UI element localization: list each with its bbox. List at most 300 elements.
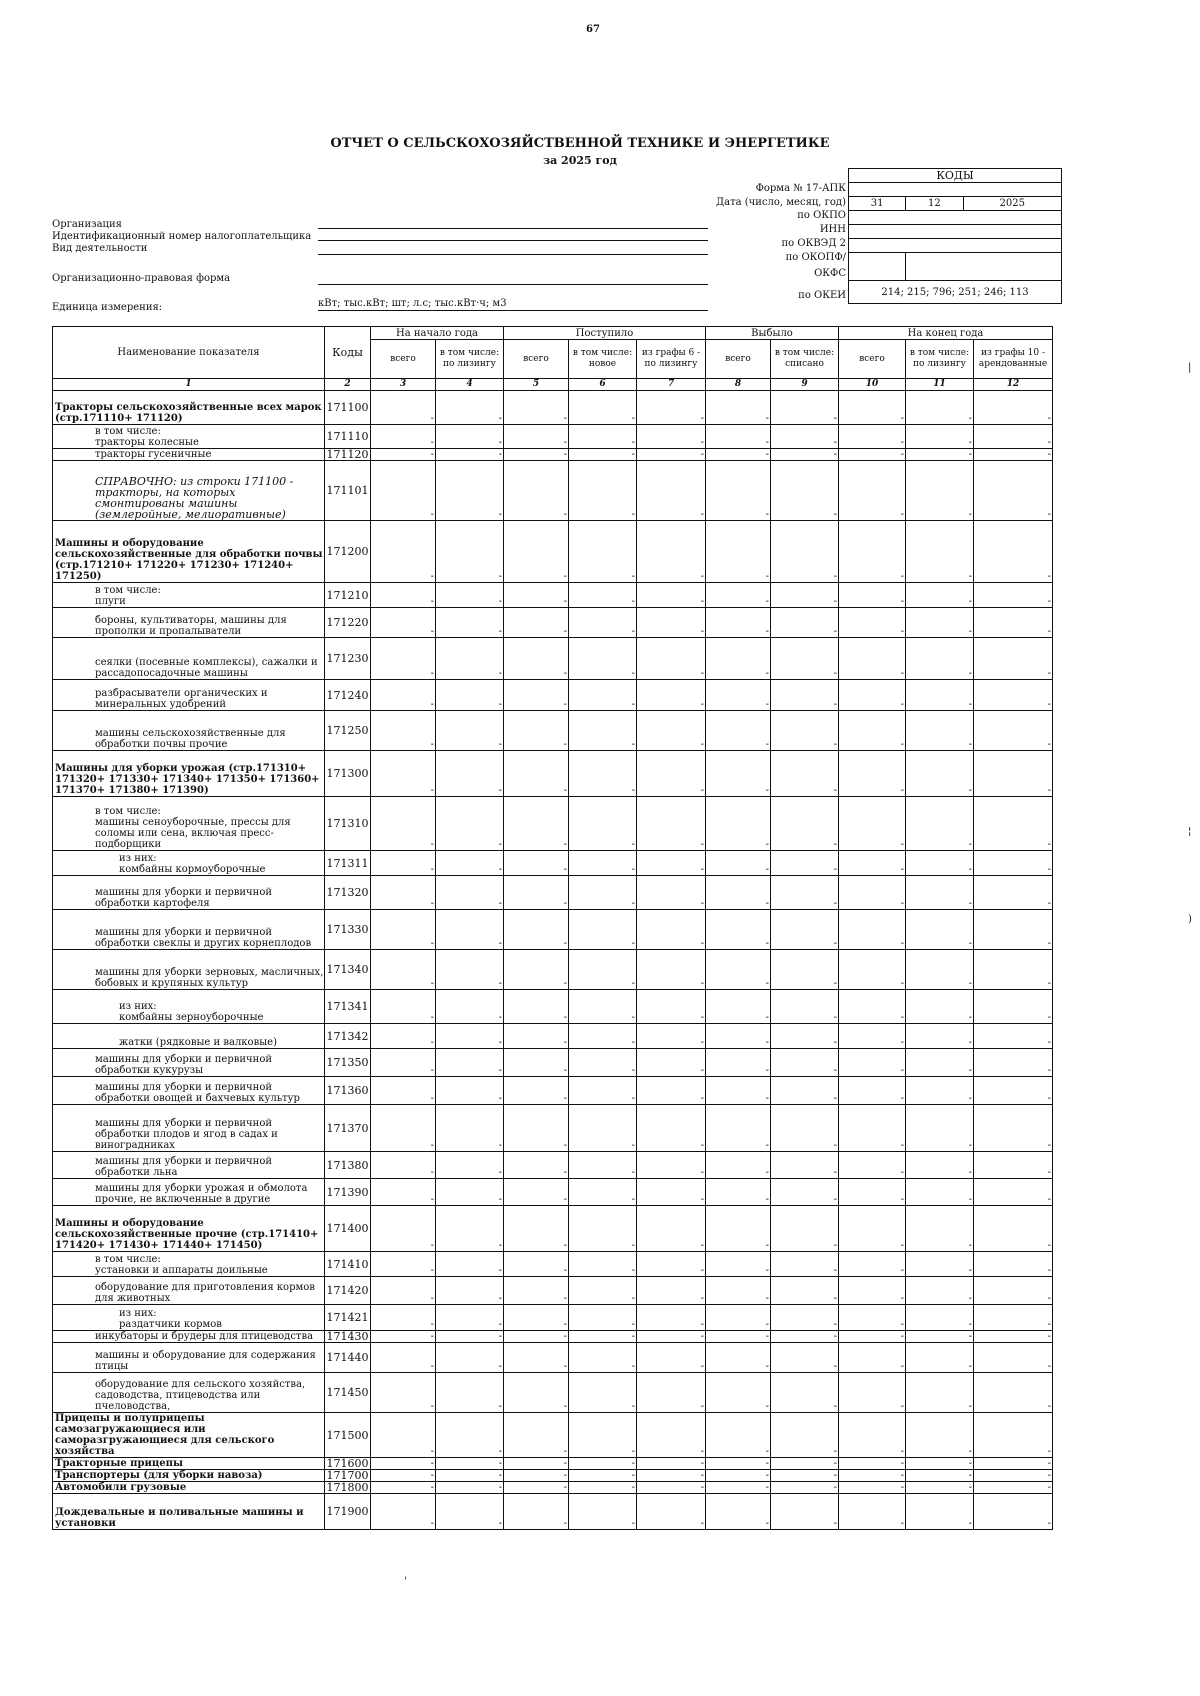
value-cell[interactable]: - — [569, 638, 637, 680]
value-cell[interactable]: - — [706, 1331, 771, 1343]
value-cell[interactable]: - — [706, 1470, 771, 1482]
value-cell[interactable]: - — [771, 797, 839, 851]
value-cell[interactable]: - — [569, 797, 637, 851]
value-cell[interactable]: - — [504, 1494, 569, 1530]
value-cell[interactable]: - — [771, 1494, 839, 1530]
value-cell[interactable]: - — [906, 680, 974, 711]
value-cell[interactable]: - — [706, 449, 771, 461]
value-cell[interactable]: - — [771, 425, 839, 449]
value-cell[interactable]: - — [569, 990, 637, 1024]
value-cell[interactable]: - — [504, 1305, 569, 1331]
value-cell[interactable]: - — [504, 1105, 569, 1152]
value-cell[interactable]: - — [974, 608, 1053, 638]
value-cell[interactable]: - — [706, 608, 771, 638]
value-cell[interactable]: - — [771, 990, 839, 1024]
okpo-cell[interactable] — [849, 211, 1062, 225]
value-cell[interactable]: - — [974, 1470, 1053, 1482]
value-cell[interactable]: - — [839, 1277, 906, 1305]
value-cell[interactable]: - — [504, 425, 569, 449]
value-cell[interactable]: - — [839, 425, 906, 449]
value-cell[interactable]: - — [839, 1331, 906, 1343]
value-cell[interactable]: - — [371, 910, 436, 950]
value-cell[interactable]: - — [637, 910, 706, 950]
value-cell[interactable]: - — [569, 1049, 637, 1077]
value-cell[interactable]: - — [974, 1331, 1053, 1343]
value-cell[interactable]: - — [637, 851, 706, 876]
value-cell[interactable]: - — [771, 1331, 839, 1343]
value-cell[interactable]: - — [771, 1373, 839, 1413]
value-cell[interactable]: - — [436, 950, 504, 990]
value-cell[interactable]: - — [974, 1105, 1053, 1152]
value-cell[interactable]: - — [637, 1305, 706, 1331]
value-cell[interactable]: - — [706, 1152, 771, 1179]
value-cell[interactable]: - — [371, 461, 436, 521]
value-cell[interactable]: - — [974, 680, 1053, 711]
value-cell[interactable]: - — [839, 1413, 906, 1458]
value-cell[interactable]: - — [371, 797, 436, 851]
value-cell[interactable]: - — [906, 797, 974, 851]
value-cell[interactable]: - — [706, 391, 771, 425]
value-cell[interactable]: - — [839, 711, 906, 751]
value-cell[interactable]: - — [569, 1179, 637, 1206]
value-cell[interactable]: - — [371, 1105, 436, 1152]
value-cell[interactable]: - — [974, 1458, 1053, 1470]
value-cell[interactable]: - — [569, 1077, 637, 1105]
value-cell[interactable]: - — [637, 521, 706, 583]
value-cell[interactable]: - — [839, 638, 906, 680]
value-cell[interactable]: - — [504, 391, 569, 425]
value-cell[interactable]: - — [706, 950, 771, 990]
value-cell[interactable]: - — [771, 1049, 839, 1077]
value-cell[interactable]: - — [637, 990, 706, 1024]
value-cell[interactable]: - — [637, 1343, 706, 1373]
value-cell[interactable]: - — [504, 1373, 569, 1413]
value-cell[interactable]: - — [771, 851, 839, 876]
value-cell[interactable]: - — [569, 461, 637, 521]
value-cell[interactable]: - — [839, 1343, 906, 1373]
okfs-cell[interactable] — [906, 253, 1062, 281]
value-cell[interactable]: - — [436, 1252, 504, 1277]
value-cell[interactable]: - — [504, 1413, 569, 1458]
value-cell[interactable]: - — [706, 797, 771, 851]
value-cell[interactable]: - — [504, 638, 569, 680]
value-cell[interactable]: - — [771, 1482, 839, 1494]
value-cell[interactable]: - — [436, 391, 504, 425]
value-cell[interactable]: - — [706, 851, 771, 876]
value-cell[interactable]: - — [637, 1331, 706, 1343]
value-cell[interactable]: - — [706, 1482, 771, 1494]
value-cell[interactable]: - — [906, 1049, 974, 1077]
value-cell[interactable]: - — [771, 680, 839, 711]
value-cell[interactable]: - — [569, 608, 637, 638]
value-cell[interactable]: - — [436, 1305, 504, 1331]
value-cell[interactable]: - — [637, 1077, 706, 1105]
value-cell[interactable]: - — [371, 851, 436, 876]
value-cell[interactable]: - — [436, 990, 504, 1024]
value-cell[interactable]: - — [637, 1105, 706, 1152]
value-cell[interactable]: - — [569, 1105, 637, 1152]
value-cell[interactable]: - — [637, 449, 706, 461]
value-cell[interactable]: - — [436, 461, 504, 521]
value-cell[interactable]: - — [436, 1482, 504, 1494]
value-cell[interactable]: - — [974, 638, 1053, 680]
value-cell[interactable]: - — [504, 950, 569, 990]
value-cell[interactable]: - — [436, 680, 504, 711]
value-cell[interactable]: - — [906, 461, 974, 521]
value-cell[interactable]: - — [839, 1470, 906, 1482]
value-cell[interactable]: - — [974, 851, 1053, 876]
value-cell[interactable]: - — [504, 851, 569, 876]
value-cell[interactable]: - — [706, 1252, 771, 1277]
value-cell[interactable]: - — [771, 1413, 839, 1458]
value-cell[interactable]: - — [371, 1252, 436, 1277]
value-cell[interactable]: - — [504, 1343, 569, 1373]
value-cell[interactable]: - — [906, 1494, 974, 1530]
value-cell[interactable]: - — [906, 1277, 974, 1305]
value-cell[interactable]: - — [637, 876, 706, 910]
value-cell[interactable]: - — [569, 1470, 637, 1482]
value-cell[interactable]: - — [706, 1049, 771, 1077]
value-cell[interactable]: - — [974, 950, 1053, 990]
value-cell[interactable]: - — [974, 1305, 1053, 1331]
value-cell[interactable]: - — [569, 1494, 637, 1530]
value-cell[interactable]: - — [436, 638, 504, 680]
value-cell[interactable]: - — [569, 1331, 637, 1343]
value-cell[interactable]: - — [706, 990, 771, 1024]
value-cell[interactable]: - — [371, 608, 436, 638]
value-cell[interactable]: - — [371, 1179, 436, 1206]
value-cell[interactable]: - — [839, 1373, 906, 1413]
value-cell[interactable]: - — [436, 876, 504, 910]
value-cell[interactable]: - — [839, 950, 906, 990]
value-cell[interactable]: - — [569, 1206, 637, 1252]
value-cell[interactable]: - — [706, 751, 771, 797]
value-cell[interactable]: - — [974, 1049, 1053, 1077]
value-cell[interactable]: - — [637, 1049, 706, 1077]
value-cell[interactable]: - — [839, 1152, 906, 1179]
value-cell[interactable]: - — [974, 797, 1053, 851]
value-cell[interactable]: - — [706, 1458, 771, 1470]
value-cell[interactable]: - — [906, 425, 974, 449]
value-cell[interactable]: - — [906, 1179, 974, 1206]
value-cell[interactable]: - — [906, 1152, 974, 1179]
value-cell[interactable]: - — [569, 1305, 637, 1331]
value-cell[interactable]: - — [436, 1024, 504, 1049]
value-cell[interactable]: - — [839, 680, 906, 711]
value-cell[interactable]: - — [637, 608, 706, 638]
value-cell[interactable]: - — [771, 1206, 839, 1252]
value-cell[interactable]: - — [974, 391, 1053, 425]
value-cell[interactable]: - — [906, 1252, 974, 1277]
value-cell[interactable]: - — [906, 1373, 974, 1413]
value-cell[interactable]: - — [637, 1179, 706, 1206]
value-cell[interactable]: - — [906, 1413, 974, 1458]
value-cell[interactable]: - — [706, 1373, 771, 1413]
value-cell[interactable]: - — [974, 583, 1053, 608]
value-cell[interactable]: - — [706, 425, 771, 449]
value-cell[interactable]: - — [637, 1206, 706, 1252]
value-cell[interactable]: - — [771, 608, 839, 638]
value-cell[interactable]: - — [706, 638, 771, 680]
value-cell[interactable]: - — [504, 680, 569, 711]
value-cell[interactable]: - — [906, 1458, 974, 1470]
value-cell[interactable]: - — [706, 521, 771, 583]
value-cell[interactable]: - — [771, 1024, 839, 1049]
value-cell[interactable]: - — [974, 1206, 1053, 1252]
value-cell[interactable]: - — [906, 1206, 974, 1252]
value-cell[interactable]: - — [839, 851, 906, 876]
value-cell[interactable]: - — [436, 1373, 504, 1413]
value-cell[interactable]: - — [706, 1343, 771, 1373]
value-cell[interactable]: - — [371, 1458, 436, 1470]
value-cell[interactable]: - — [706, 1024, 771, 1049]
value-cell[interactable]: - — [371, 449, 436, 461]
value-cell[interactable]: - — [839, 583, 906, 608]
value-cell[interactable]: - — [371, 1343, 436, 1373]
value-cell[interactable]: - — [839, 608, 906, 638]
value-cell[interactable]: - — [637, 797, 706, 851]
value-cell[interactable]: - — [839, 751, 906, 797]
value-cell[interactable]: - — [569, 876, 637, 910]
value-cell[interactable]: - — [371, 1373, 436, 1413]
value-cell[interactable]: - — [504, 608, 569, 638]
value-cell[interactable]: - — [569, 1277, 637, 1305]
value-cell[interactable]: - — [771, 1305, 839, 1331]
value-cell[interactable]: - — [706, 1105, 771, 1152]
value-cell[interactable]: - — [839, 1024, 906, 1049]
value-cell[interactable]: - — [974, 1482, 1053, 1494]
value-cell[interactable]: - — [771, 1152, 839, 1179]
value-cell[interactable]: - — [436, 1049, 504, 1077]
value-cell[interactable]: - — [637, 1482, 706, 1494]
value-cell[interactable]: - — [771, 950, 839, 990]
value-cell[interactable]: - — [771, 1470, 839, 1482]
value-cell[interactable]: - — [974, 1077, 1053, 1105]
value-cell[interactable]: - — [569, 950, 637, 990]
value-cell[interactable]: - — [771, 1077, 839, 1105]
value-cell[interactable]: - — [706, 1179, 771, 1206]
value-cell[interactable]: - — [504, 1024, 569, 1049]
value-cell[interactable]: - — [906, 950, 974, 990]
value-cell[interactable]: - — [436, 1152, 504, 1179]
value-cell[interactable]: - — [974, 1179, 1053, 1206]
value-cell[interactable]: - — [436, 797, 504, 851]
value-cell[interactable]: - — [839, 910, 906, 950]
value-cell[interactable]: - — [436, 1343, 504, 1373]
value-cell[interactable]: - — [771, 638, 839, 680]
value-cell[interactable]: - — [974, 876, 1053, 910]
value-cell[interactable]: - — [906, 990, 974, 1024]
value-cell[interactable]: - — [504, 449, 569, 461]
value-cell[interactable]: - — [839, 1206, 906, 1252]
value-cell[interactable]: - — [569, 680, 637, 711]
value-cell[interactable]: - — [906, 1470, 974, 1482]
value-cell[interactable]: - — [436, 851, 504, 876]
value-cell[interactable]: - — [906, 1331, 974, 1343]
value-cell[interactable]: - — [706, 1494, 771, 1530]
value-cell[interactable]: - — [569, 1373, 637, 1413]
value-cell[interactable]: - — [771, 1252, 839, 1277]
value-cell[interactable]: - — [839, 990, 906, 1024]
value-cell[interactable]: - — [504, 1179, 569, 1206]
okopf-cell[interactable] — [849, 253, 906, 281]
value-cell[interactable]: - — [839, 1049, 906, 1077]
value-cell[interactable]: - — [771, 583, 839, 608]
value-cell[interactable]: - — [436, 521, 504, 583]
value-cell[interactable]: - — [974, 751, 1053, 797]
value-cell[interactable]: - — [706, 1305, 771, 1331]
value-cell[interactable]: - — [974, 1494, 1053, 1530]
value-cell[interactable]: - — [436, 1105, 504, 1152]
value-cell[interactable]: - — [906, 711, 974, 751]
value-cell[interactable]: - — [504, 461, 569, 521]
value-cell[interactable]: - — [974, 449, 1053, 461]
value-cell[interactable]: - — [371, 990, 436, 1024]
value-cell[interactable]: - — [906, 1024, 974, 1049]
value-cell[interactable]: - — [436, 1413, 504, 1458]
value-cell[interactable]: - — [436, 1494, 504, 1530]
value-cell[interactable]: - — [504, 797, 569, 851]
value-cell[interactable]: - — [504, 1331, 569, 1343]
value-cell[interactable]: - — [569, 851, 637, 876]
value-cell[interactable]: - — [504, 521, 569, 583]
value-cell[interactable]: - — [974, 910, 1053, 950]
value-cell[interactable]: - — [569, 910, 637, 950]
value-cell[interactable]: - — [974, 461, 1053, 521]
value-cell[interactable]: - — [436, 449, 504, 461]
value-cell[interactable]: - — [706, 1277, 771, 1305]
value-cell[interactable]: - — [371, 1077, 436, 1105]
value-cell[interactable]: - — [637, 1373, 706, 1413]
value-cell[interactable]: - — [504, 583, 569, 608]
value-cell[interactable]: - — [974, 1152, 1053, 1179]
value-cell[interactable]: - — [839, 1077, 906, 1105]
value-cell[interactable]: - — [371, 876, 436, 910]
value-cell[interactable]: - — [569, 711, 637, 751]
value-cell[interactable]: - — [436, 1077, 504, 1105]
value-cell[interactable]: - — [569, 583, 637, 608]
value-cell[interactable]: - — [706, 910, 771, 950]
value-cell[interactable]: - — [974, 1373, 1053, 1413]
value-cell[interactable]: - — [906, 1105, 974, 1152]
value-cell[interactable]: - — [771, 391, 839, 425]
value-cell[interactable]: - — [436, 1206, 504, 1252]
value-cell[interactable]: - — [771, 449, 839, 461]
value-cell[interactable]: - — [504, 1077, 569, 1105]
value-cell[interactable]: - — [569, 1024, 637, 1049]
value-cell[interactable]: - — [974, 1252, 1053, 1277]
value-cell[interactable]: - — [569, 1458, 637, 1470]
value-cell[interactable]: - — [436, 910, 504, 950]
value-cell[interactable]: - — [637, 1277, 706, 1305]
value-cell[interactable]: - — [504, 1470, 569, 1482]
value-cell[interactable]: - — [371, 751, 436, 797]
value-cell[interactable]: - — [436, 1458, 504, 1470]
value-cell[interactable]: - — [771, 876, 839, 910]
value-cell[interactable]: - — [504, 990, 569, 1024]
value-cell[interactable]: - — [906, 391, 974, 425]
value-cell[interactable]: - — [706, 1077, 771, 1105]
value-cell[interactable]: - — [371, 1305, 436, 1331]
value-cell[interactable]: - — [839, 1482, 906, 1494]
value-cell[interactable]: - — [974, 1413, 1053, 1458]
value-cell[interactable]: - — [637, 425, 706, 449]
value-cell[interactable]: - — [371, 1482, 436, 1494]
value-cell[interactable]: - — [771, 751, 839, 797]
value-cell[interactable]: - — [771, 1179, 839, 1206]
value-cell[interactable]: - — [637, 680, 706, 711]
value-cell[interactable]: - — [974, 1277, 1053, 1305]
value-cell[interactable]: - — [906, 910, 974, 950]
value-cell[interactable]: - — [371, 521, 436, 583]
value-cell[interactable]: - — [371, 583, 436, 608]
value-cell[interactable]: - — [371, 638, 436, 680]
value-cell[interactable]: - — [906, 521, 974, 583]
value-cell[interactable]: - — [436, 1179, 504, 1206]
value-cell[interactable]: - — [771, 521, 839, 583]
value-cell[interactable]: - — [569, 391, 637, 425]
value-cell[interactable]: - — [371, 391, 436, 425]
value-cell[interactable]: - — [771, 1277, 839, 1305]
value-cell[interactable]: - — [771, 1105, 839, 1152]
value-cell[interactable]: - — [906, 583, 974, 608]
value-cell[interactable]: - — [569, 1413, 637, 1458]
value-cell[interactable]: - — [504, 1277, 569, 1305]
value-cell[interactable]: - — [706, 1413, 771, 1458]
value-cell[interactable]: - — [436, 1331, 504, 1343]
value-cell[interactable]: - — [771, 711, 839, 751]
value-cell[interactable]: - — [706, 1206, 771, 1252]
value-cell[interactable]: - — [371, 1277, 436, 1305]
value-cell[interactable]: - — [569, 449, 637, 461]
value-cell[interactable]: - — [504, 1206, 569, 1252]
value-cell[interactable]: - — [504, 1482, 569, 1494]
value-cell[interactable]: - — [637, 751, 706, 797]
value-cell[interactable]: - — [504, 711, 569, 751]
value-cell[interactable]: - — [906, 449, 974, 461]
value-cell[interactable]: - — [839, 1252, 906, 1277]
value-cell[interactable]: - — [839, 449, 906, 461]
value-cell[interactable]: - — [504, 876, 569, 910]
value-cell[interactable]: - — [974, 711, 1053, 751]
value-cell[interactable]: - — [436, 751, 504, 797]
okved-cell[interactable] — [849, 239, 1062, 253]
inn-cell[interactable] — [849, 225, 1062, 239]
value-cell[interactable]: - — [906, 1343, 974, 1373]
value-cell[interactable]: - — [371, 950, 436, 990]
value-cell[interactable]: - — [839, 797, 906, 851]
value-cell[interactable]: - — [706, 876, 771, 910]
value-cell[interactable]: - — [569, 425, 637, 449]
value-cell[interactable]: - — [839, 461, 906, 521]
value-cell[interactable]: - — [839, 1458, 906, 1470]
value-cell[interactable]: - — [637, 711, 706, 751]
value-cell[interactable]: - — [436, 583, 504, 608]
value-cell[interactable]: - — [436, 425, 504, 449]
value-cell[interactable]: - — [637, 638, 706, 680]
value-cell[interactable]: - — [906, 1482, 974, 1494]
value-cell[interactable]: - — [504, 1049, 569, 1077]
value-cell[interactable]: - — [637, 461, 706, 521]
value-cell[interactable]: - — [906, 1305, 974, 1331]
value-cell[interactable]: - — [839, 1105, 906, 1152]
value-cell[interactable]: - — [371, 1049, 436, 1077]
value-cell[interactable]: - — [371, 1206, 436, 1252]
value-cell[interactable]: - — [771, 910, 839, 950]
value-cell[interactable]: - — [839, 391, 906, 425]
value-cell[interactable]: - — [974, 1343, 1053, 1373]
value-cell[interactable]: - — [371, 1024, 436, 1049]
